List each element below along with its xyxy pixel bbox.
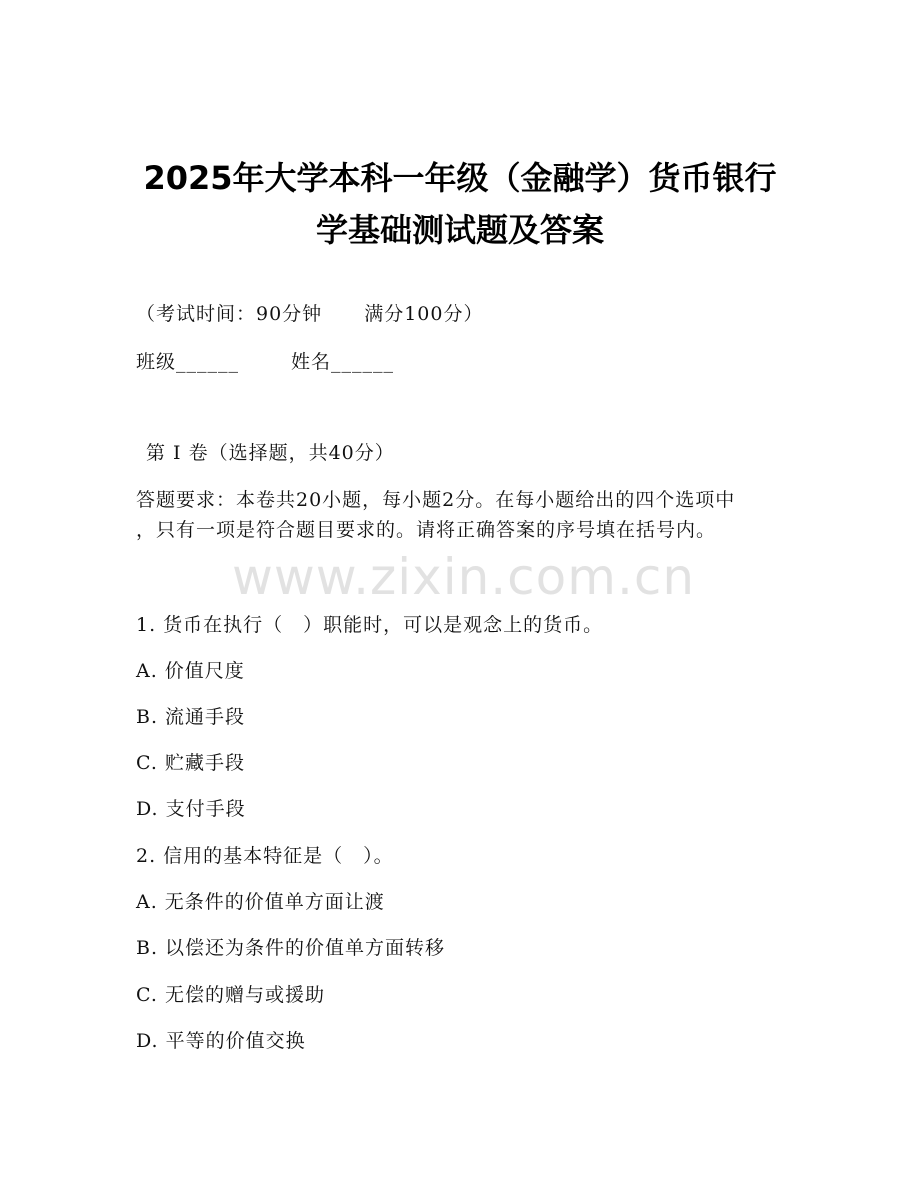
name-field: 姓名______ <box>291 351 395 373</box>
question-option: C. 无偿的赠与或援助 <box>136 984 325 1006</box>
exam-time: （考试时间：90分钟 <box>136 303 323 325</box>
question-stem: 1. 货币在执行（ ）职能时，可以是观念上的货币。 <box>136 614 604 636</box>
class-field: 班级______ <box>136 351 240 373</box>
question-option: C. 贮藏手段 <box>136 752 245 774</box>
page-title <box>100 152 820 256</box>
question-option: A. 无条件的价值单方面让渡 <box>136 891 385 913</box>
student-fields <box>136 349 394 375</box>
title-line-2: 学基础测试题及答案 <box>315 211 604 249</box>
question-option: D. 平等的价值交换 <box>136 1030 306 1052</box>
question-option: A. 价值尺度 <box>136 660 245 682</box>
full-score: 满分100分） <box>364 303 484 325</box>
title-line-1: 2025年大学本科一年级（金融学）货币银行 <box>143 159 777 197</box>
question-option: D. 支付手段 <box>136 798 246 820</box>
instructions-line-1: 答题要求：本卷共20小题，每小题2分。在每小题给出的四个选项中 <box>136 489 736 511</box>
instructions-line-2: ，只有一项是符合题目要求的。请将正确答案的序号填在括号内。 <box>136 519 717 541</box>
question-option: B. 以偿还为条件的价值单方面转移 <box>136 937 446 959</box>
question-option: B. 流通手段 <box>136 706 246 728</box>
exam-info <box>136 301 483 327</box>
section-heading: 第 I 卷（选择题，共40分） <box>146 442 395 464</box>
question-stem: 2. 信用的基本特征是（ ）。 <box>136 845 394 867</box>
watermark: www.zixin.com.cn <box>232 548 696 606</box>
